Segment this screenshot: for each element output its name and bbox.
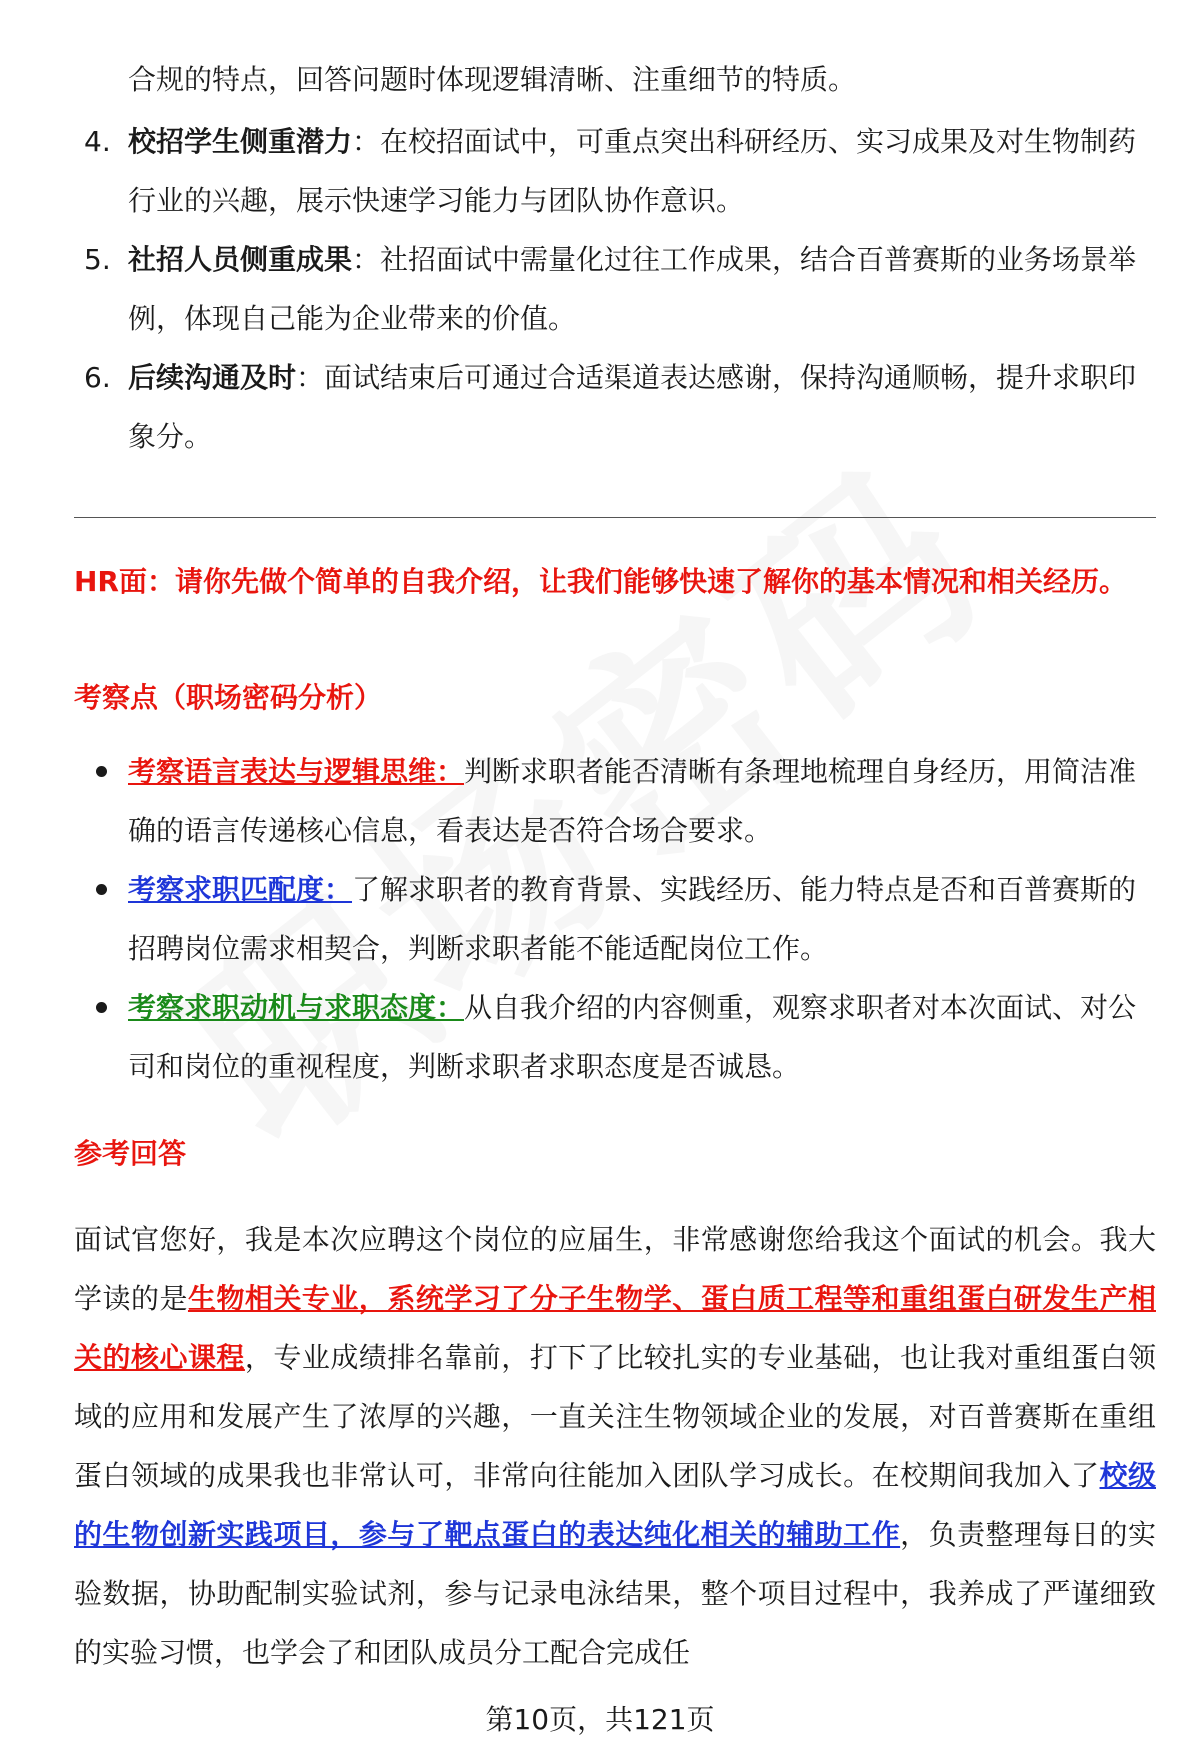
answer-text: ，负责整理每日的实验数据，协助配制实验试剂，参与记录电泳结果，整个项目过程中，我养成了严谨细致的实验习惯，也学会了和团队成员分工配合完成任 bbox=[74, 1518, 1156, 1669]
point-text: 了解求职者的教育背景、实践经历、能力特点是否和百普赛斯的招聘岗位需求相契合，判断求职者能不能适配岗位工作。 bbox=[128, 873, 1137, 965]
list-item bbox=[74, 860, 1154, 978]
answer-text: 面试官您好，我是本次应聘这个岗位的应届生，非常感谢您给我这个面试的机会。我大学读的是 bbox=[74, 1223, 1156, 1315]
point-text: 从自我介绍的内容侧重，观察求职者对本次面试、对公司和岗位的重视程度，判断求职者求职态度是否诚恳。 bbox=[128, 991, 1137, 1083]
tips-list bbox=[74, 112, 1154, 466]
page-number: 第10页，共121页 bbox=[485, 1703, 715, 1736]
bullet-icon bbox=[96, 766, 107, 777]
list-item bbox=[74, 230, 1154, 348]
answer-paragraph bbox=[74, 1210, 1156, 1682]
tip-text: ：社招面试中需量化过往工作成果，结合百普赛斯的业务场景举例，体现自己能为企业带来的价值。 bbox=[128, 243, 1137, 335]
list-item bbox=[74, 978, 1154, 1096]
tip-title: 校招学生侧重潜力 bbox=[128, 125, 353, 158]
point-label: 考察求职动机与求职态度： bbox=[128, 991, 465, 1024]
answer-text: ，专业成绩排名靠前，打下了比较扎实的专业基础，也让我对重组蛋白领域的应用和发展产生了浓厚的兴趣，一直关注生物领域企业的发展，对百普赛斯在重组蛋白领域的成果我也非常认可，非常向往能加入团队学习成长。在校期间我加入了 bbox=[74, 1341, 1156, 1492]
list-number: 5. bbox=[84, 243, 111, 276]
point-label: 考察求职匹配度： bbox=[128, 873, 353, 906]
answer-highlight: 校级的生物创新实践项目，参与了靶点蛋白的表达纯化相关的辅助工作 bbox=[74, 1459, 1156, 1551]
analysis-heading: 考察点（职场密码分析） bbox=[74, 681, 383, 714]
tip-text: ：在校招面试中，可重点突出科研经历、实习成果及对生物制药行业的兴趣，展示快速学习能力与团队协作意识。 bbox=[128, 125, 1137, 217]
answer-heading: 参考回答 bbox=[74, 1137, 187, 1170]
tip-text: ：面试结束后可通过合适渠道表达感谢，保持沟通顺畅，提升求职印象分。 bbox=[128, 361, 1137, 453]
list-number: 4. bbox=[84, 125, 111, 158]
tip-title: 社招人员侧重成果 bbox=[128, 243, 353, 276]
list-item bbox=[74, 112, 1154, 230]
bullet-icon bbox=[96, 884, 107, 895]
bullet-icon bbox=[96, 1002, 107, 1013]
answer-highlight: 生物相关专业，系统学习了分子生物学、蛋白质工程等和重组蛋白研发生产相关的核心课程 bbox=[74, 1282, 1156, 1374]
point-text: 判断求职者能否清晰有条理地梳理自身经历，用简洁准确的语言传递核心信息，看表达是否符合场合要求。 bbox=[128, 755, 1137, 847]
list-number: 6. bbox=[84, 361, 111, 394]
list-item bbox=[74, 348, 1154, 466]
section-divider bbox=[74, 517, 1156, 518]
interview-question: HR面：请你先做个简单的自我介绍，让我们能够快速了解你的基本情况和相关经历。 bbox=[74, 565, 1127, 598]
list-item bbox=[74, 742, 1154, 860]
tip-title: 后续沟通及时 bbox=[128, 361, 297, 394]
analysis-points bbox=[74, 742, 1154, 1096]
point-label: 考察语言表达与逻辑思维： bbox=[128, 755, 465, 788]
continuation-text: 合规的特点，回答问题时体现逻辑清晰、注重细节的特质。 bbox=[128, 63, 857, 96]
